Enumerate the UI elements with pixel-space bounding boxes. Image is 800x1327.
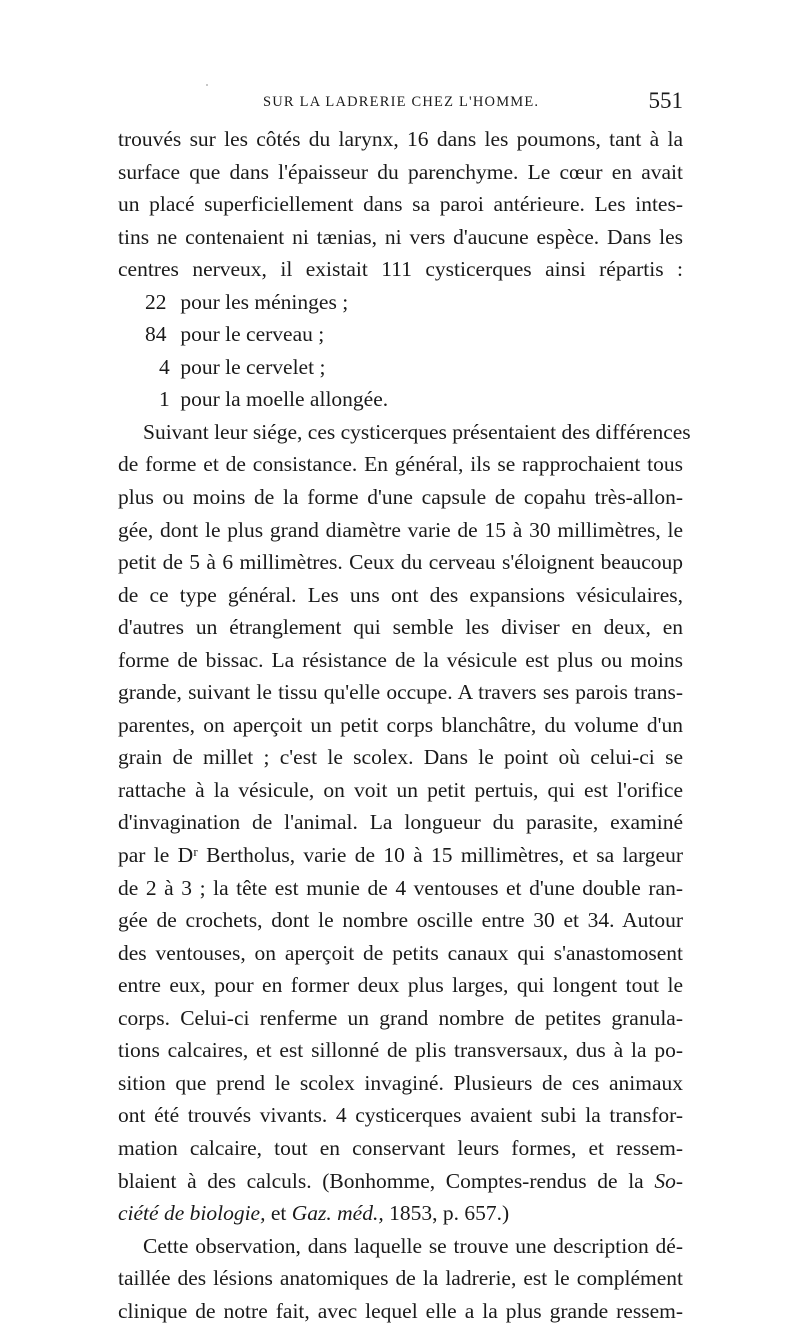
paragraph-2 — [118, 416, 691, 1230]
text-line: parentes, on aperçoit un petit corps blanchâtre, du volume d'un — [118, 712, 683, 737]
text-line: grande, suivant le tissu qu'elle occupe. A travers ses parois trans- — [118, 680, 683, 705]
citation-line — [118, 1165, 683, 1198]
text-line: de ce type général. Les uns ont des expansions vésiculaires, — [118, 582, 683, 607]
text-line: corps. Celui-ci renferme un grand nombre de petites granula- — [118, 1005, 683, 1030]
list-item-count: 22 — [145, 289, 167, 314]
text-line: rattache à la vésicule, on voit un petit pertuis, qui est l'orifice — [118, 777, 683, 802]
citation-society: ciété de biologie, — [118, 1201, 266, 1226]
text-line: blaient à des calculs. (Bonhomme, Comptes-rendus de la — [118, 1168, 644, 1193]
list-item-text: pour la moelle allongée. — [180, 387, 389, 412]
text-line: mation calcaire, tout en conservant leurs formes, et ressem- — [118, 1135, 683, 1160]
text-line: clinique de notre fait, avec lequel elle a la plus grande ressem- — [118, 1298, 683, 1323]
text-line: sition que prend le scolex invaginé. Plusieurs de ces animaux — [118, 1070, 683, 1095]
citation-journal: Gaz. méd., — [291, 1201, 384, 1226]
cysticerque-list — [118, 286, 683, 416]
text-line: gée, dont le plus grand diamètre varie de 15 à 30 millimètres, le — [118, 517, 683, 542]
text-line: d'invagination de l'animal. La longueur du parasite, examiné — [118, 810, 683, 835]
list-item-count: 4 — [159, 354, 170, 379]
text-line: gée de crochets, dont le nombre oscille entre 30 et 34. Autour — [118, 908, 683, 933]
citation-reference: 1853, p. 657.) — [389, 1201, 510, 1226]
text-line: surface que dans l'épaisseur du parenchyme. Le cœur en avait — [118, 159, 683, 184]
text-line: trouvés sur les côtés du larynx, 16 dans les poumons, tant à la — [118, 127, 683, 151]
text-line: des ventouses, on aperçoit de petits canaux qui s'anastomosent — [118, 940, 683, 965]
list-item — [118, 351, 683, 384]
list-item-text: pour les méninges ; — [180, 289, 349, 314]
page-header — [118, 88, 683, 118]
text-line: plus ou moins de la forme d'une capsule de copahu très-allon- — [118, 485, 683, 510]
text-line: forme de bissac. La résistance de la vésicule est plus ou moins — [118, 647, 683, 672]
text-line: d'autres un étranglement qui semble les diviser en deux, en — [118, 615, 683, 640]
citation-society: So- — [654, 1168, 684, 1193]
list-item — [118, 383, 683, 416]
text-line: entre eux, pour en former deux plus larges, qui longent tout le — [118, 973, 683, 998]
list-item — [118, 286, 683, 319]
body-text — [118, 123, 691, 1327]
text-line: de 2 à 3 ; la tête est munie de 4 ventouses et d'une double ran- — [118, 875, 683, 900]
list-item-count: 1 — [159, 387, 170, 412]
text-line: grain de millet ; c'est le scolex. Dans le point où celui-ci se — [118, 745, 683, 770]
text-line: un placé superficiellement dans sa paroi antérieure. Les intes- — [118, 192, 683, 217]
list-item-text: pour le cervelet ; — [180, 354, 326, 379]
list-item-text: pour le cerveau ; — [180, 322, 325, 347]
text-line: ont été trouvés vivants. 4 cysticerques avaient subi la transfor- — [118, 1103, 683, 1128]
text-line: petit de 5 à 6 millimètres. Ceux du cerveau s'éloignent beaucoup — [118, 550, 683, 575]
text-line: taillée des lésions anatomiques de la ladrerie, est le complément — [118, 1266, 683, 1291]
citation-line — [118, 1197, 683, 1230]
text-line: Cette observation, dans laquelle se trouve une description dé- — [143, 1233, 683, 1258]
list-item — [118, 318, 683, 351]
text-line: de forme et de consistance. En général, ils se rapprochaient tous — [118, 452, 683, 477]
paragraph-1 — [118, 123, 683, 286]
list-item-count: 84 — [145, 322, 167, 347]
text-line: centres nerveux, il existait 111 cysticerques ainsi répartis : — [118, 257, 683, 282]
print-speck — [206, 84, 208, 86]
text-line: tins ne contenaient ni tænias, ni vers d'aucune espèce. Dans les — [118, 224, 683, 249]
citation-connector: et — [270, 1201, 287, 1226]
running-head: SUR LA LADRERIE CHEZ L'HOMME. — [263, 94, 540, 110]
text-line: par le Dʳ Bertholus, varie de 10 à 15 millimètres, et sa largeur — [118, 843, 683, 868]
page-number: 551 — [648, 88, 683, 113]
paragraph-3 — [118, 1230, 683, 1327]
text-line: tions calcaires, et est sillonné de plis transversaux, dus à la po- — [118, 1038, 683, 1063]
text-line: Suivant leur siége, ces cysticerques présentaient des différences — [143, 419, 691, 444]
